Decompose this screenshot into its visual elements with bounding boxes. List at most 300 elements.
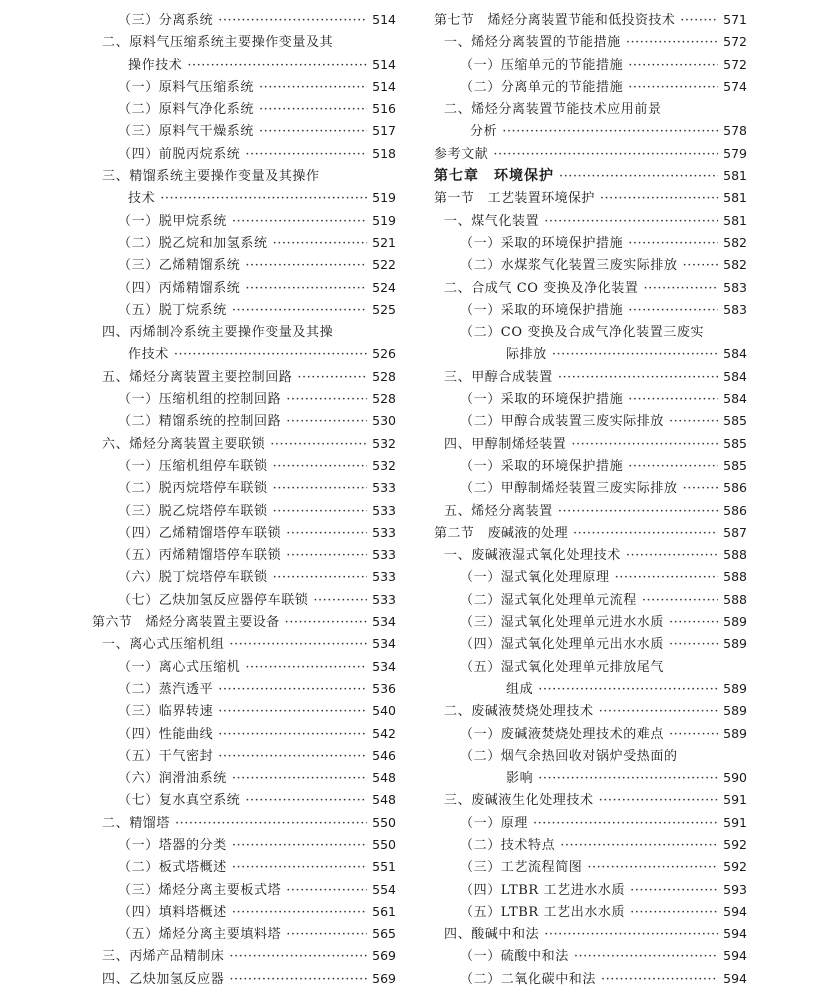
toc-entry	[92, 119, 396, 141]
toc-page-number: 565	[372, 926, 396, 942]
toc-entry	[434, 209, 747, 231]
toc-leader-dots	[626, 35, 718, 50]
toc-entry-title: 一、离心式压缩机组	[102, 637, 225, 653]
toc-entry-title: （七）复水真空系统	[118, 793, 241, 809]
toc-page-number: 592	[723, 836, 747, 852]
toc-page-number: 581	[723, 190, 747, 206]
toc-page-number: 550	[372, 814, 396, 830]
toc-entry	[92, 387, 396, 409]
toc-page-number: 594	[723, 970, 747, 986]
toc-leader-dots	[642, 593, 718, 608]
toc-page-number: 594	[723, 926, 747, 942]
toc-entry-title: 际排放	[506, 347, 547, 363]
toc-entry-title: （四）性能曲线	[118, 726, 214, 742]
toc-entry	[434, 699, 747, 721]
toc-entry	[434, 833, 747, 855]
toc-entry	[92, 811, 396, 833]
toc-entry-title: （六）脱丁烷塔停车联锁	[118, 570, 268, 586]
toc-entry	[434, 476, 747, 498]
toc-page-number: 593	[723, 881, 747, 897]
toc-entry-title: （一）硫酸中和法	[460, 949, 569, 965]
toc-leader-dots	[552, 347, 718, 362]
toc-leader-dots	[218, 727, 367, 742]
toc-entry	[434, 53, 747, 75]
toc-page-number: 534	[372, 614, 396, 630]
toc-entry	[434, 8, 747, 30]
toc-entry	[434, 454, 747, 476]
toc-leader-dots	[600, 191, 718, 206]
toc-page-number: 530	[372, 413, 396, 429]
toc-leader-dots	[573, 526, 718, 541]
toc-entry	[92, 521, 396, 543]
toc-leader-dots	[297, 370, 367, 385]
toc-entry-title: （二）湿式氧化处理单元流程	[460, 592, 637, 608]
toc-entry	[434, 97, 747, 119]
toc-entry-title: 影响	[506, 771, 534, 787]
toc-leader-dots	[683, 258, 719, 273]
toc-leader-dots	[218, 749, 367, 764]
toc-entry-title: 第七节 烯烃分离装置节能和低投资技术	[434, 13, 676, 28]
toc-entry-title: （二）甲醇制烯烃装置三废实际排放	[460, 481, 678, 497]
toc-entry-title: （五）脱丁烷系统	[118, 302, 227, 318]
toc-entry	[434, 142, 747, 164]
toc-leader-dots	[615, 570, 719, 585]
toc-entry-title: （二）分离单元的节能措施	[460, 79, 624, 95]
toc-entry-title: （一）原料气压缩系统	[118, 79, 255, 95]
toc-leader-dots	[669, 637, 718, 652]
toc-entry	[92, 944, 396, 966]
toc-entry	[434, 253, 747, 275]
toc-page-number: 533	[372, 502, 396, 518]
toc-page-number: 526	[372, 346, 396, 362]
toc-page-number: 587	[723, 524, 747, 540]
toc-page-number: 582	[723, 234, 747, 250]
toc-leader-dots	[538, 682, 718, 697]
toc-page-number: 584	[723, 368, 747, 384]
toc-entry-title: 四、丙烯制冷系统主要操作变量及其操	[102, 325, 334, 341]
toc-page-number: 532	[372, 435, 396, 451]
toc-entry	[434, 610, 747, 632]
toc-page-number: 589	[723, 614, 747, 630]
toc-leader-dots	[626, 548, 718, 563]
toc-page-number: 588	[723, 591, 747, 607]
toc-entry-title: （一）采取的环境保护措施	[460, 392, 624, 408]
toc-page-number: 589	[723, 725, 747, 741]
toc-leader-dots	[187, 58, 367, 73]
toc-entry	[92, 543, 396, 565]
toc-entry-title: 第六节 烯烃分离装置主要设备	[92, 615, 280, 631]
toc-entry	[92, 722, 396, 744]
toc-page-number: 591	[723, 792, 747, 808]
toc-page-number: 581	[723, 212, 747, 228]
toc-entry-title: 第二节 废碱液的处理	[434, 525, 569, 541]
toc-page-number: 569	[372, 970, 396, 986]
toc-page-number: 586	[723, 480, 747, 496]
toc-entry-title: （三）湿式氧化处理单元进水水质	[460, 615, 665, 631]
toc-page-number: 583	[723, 279, 747, 295]
toc-leader-dots	[232, 905, 367, 920]
toc-entry	[434, 30, 747, 52]
toc-page-number: 534	[372, 636, 396, 652]
toc-page-number: 533	[372, 480, 396, 496]
toc-entry-title: （二）二氧化碳中和法	[460, 971, 597, 987]
toc-page-number: 533	[372, 524, 396, 540]
toc-entry-title: 分析	[470, 124, 498, 140]
toc-leader-dots	[558, 504, 718, 519]
toc-leader-dots	[232, 303, 367, 318]
toc-page-number: 584	[723, 391, 747, 407]
toc-page-number: 514	[372, 12, 396, 27]
toc-entry-title: （一）压缩单元的节能措施	[460, 57, 624, 73]
toc-page-number: 533	[372, 591, 396, 607]
toc-entry-title: （一）压缩机组的控制回路	[118, 392, 282, 408]
toc-entry	[434, 499, 747, 521]
toc-page-number: 517	[372, 123, 396, 139]
toc-leader-dots	[245, 147, 367, 162]
toc-entry-title: （一）采取的环境保护措施	[460, 302, 624, 318]
toc-leader-dots	[259, 102, 367, 117]
toc-leader-dots	[628, 392, 718, 407]
toc-page-number: 516	[372, 101, 396, 117]
toc-page-number: 584	[723, 346, 747, 362]
toc-entry-title: 二、精馏塔	[102, 815, 171, 831]
toc-page-number: 519	[372, 190, 396, 206]
toc-leader-dots	[574, 949, 718, 964]
toc-leader-dots	[286, 526, 367, 541]
toc-entry	[92, 342, 396, 364]
toc-page-number: 532	[372, 457, 396, 473]
toc-leader-dots	[175, 816, 367, 831]
toc-leader-dots	[232, 214, 367, 229]
toc-page-number: 572	[723, 34, 747, 50]
toc-page-number: 514	[372, 56, 396, 72]
toc-entry-title: （二）板式塔概述	[118, 860, 227, 876]
toc-entry	[92, 186, 396, 208]
toc-entry	[434, 75, 747, 97]
toc-entry-title: （二）蒸汽透平	[118, 681, 214, 697]
toc-entry-title: 参考文献	[434, 146, 489, 162]
toc-page-number: 521	[372, 234, 396, 250]
toc-entry	[92, 744, 396, 766]
toc-entry-title: （一）采取的环境保护措施	[460, 458, 624, 474]
toc-page-number: 586	[723, 502, 747, 518]
toc-entry-title: （三）原料气干燥系统	[118, 124, 255, 140]
toc-entry	[434, 788, 747, 810]
toc-page-number: 571	[723, 12, 747, 27]
toc-entry-title: （五）LTBR 工艺出水水质	[460, 904, 626, 920]
toc-entry-title: 第一节 工艺装置环境保护	[434, 191, 595, 207]
toc-entry	[434, 900, 747, 922]
toc-entry-title: （二）脱乙烷和加氢系统	[118, 235, 268, 251]
toc-entry	[92, 298, 396, 320]
toc-page-number: 574	[723, 78, 747, 94]
toc-leader-dots	[544, 214, 718, 229]
toc-leader-dots	[273, 570, 368, 585]
toc-entry	[434, 231, 747, 253]
toc-page-number: 578	[723, 123, 747, 139]
toc-leader-dots	[229, 637, 367, 652]
toc-page-number: 589	[723, 680, 747, 696]
toc-entry-title: （三）乙烯精馏系统	[118, 258, 241, 274]
toc-entry	[434, 766, 747, 788]
toc-page-number: 542	[372, 725, 396, 741]
toc-entry	[92, 476, 396, 498]
toc-page-number: 594	[723, 903, 747, 919]
toc-entry-title: （三）工艺流程简图	[460, 860, 583, 876]
toc-entry-title: （五）丙烯精馏塔停车联锁	[118, 548, 282, 564]
toc-entry-title: 一、煤气化装置	[444, 213, 540, 229]
toc-page-number: 533	[372, 547, 396, 563]
toc-entry	[434, 342, 747, 364]
toc-leader-dots	[599, 704, 719, 719]
toc-entry-title: 组成	[506, 681, 534, 697]
toc-page-number: 569	[372, 948, 396, 964]
toc-leader-dots	[571, 437, 718, 452]
toc-leader-dots	[245, 258, 367, 273]
toc-entry	[92, 164, 396, 186]
toc-entry-title: （二）烟气余热回收对锅炉受热面的	[460, 748, 678, 764]
toc-entry	[434, 164, 747, 186]
toc-leader-dots	[285, 615, 368, 630]
toc-page-number: 588	[723, 547, 747, 563]
toc-entry-title: 作技术	[128, 347, 169, 363]
toc-leader-dots	[493, 147, 718, 162]
toc-leader-dots	[218, 13, 367, 28]
toc-page-number: 594	[723, 948, 747, 964]
toc-leader-dots	[273, 504, 368, 519]
toc-leader-dots	[273, 459, 368, 474]
toc-leader-dots	[232, 771, 367, 786]
toc-leader-dots	[628, 80, 718, 95]
toc-entry	[434, 298, 747, 320]
toc-entry	[92, 8, 396, 30]
toc-leader-dots	[587, 860, 718, 875]
toc-entry-title: 三、废碱液生化处理技术	[444, 793, 594, 809]
toc-leader-dots	[669, 414, 718, 429]
toc-leader-dots	[313, 593, 367, 608]
toc-entry	[92, 699, 396, 721]
toc-page-number: 561	[372, 903, 396, 919]
toc-entry	[434, 588, 747, 610]
toc-entry	[434, 944, 747, 966]
toc-entry-title: 二、烯烃分离装置节能技术应用前景	[444, 102, 662, 118]
toc-page-number: 546	[372, 747, 396, 763]
toc-entry-title: （一）采取的环境保护措施	[460, 235, 624, 251]
toc-entry-title: 五、烯烃分离装置	[444, 503, 553, 519]
toc-page-number: 548	[372, 792, 396, 808]
toc-entry	[92, 75, 396, 97]
toc-page-number: 591	[723, 814, 747, 830]
toc-entry-title: 二、原料气压缩系统主要操作变量及其	[102, 35, 334, 51]
toc-entry	[434, 855, 747, 877]
toc-page-number: 581	[723, 168, 747, 184]
toc-leader-dots	[273, 236, 368, 251]
toc-entry	[434, 878, 747, 900]
toc-entry	[434, 922, 747, 944]
toc-page-number: 554	[372, 881, 396, 897]
toc-page-number: 572	[723, 56, 747, 72]
toc-page-number: 514	[372, 78, 396, 94]
toc-page-number: 518	[372, 145, 396, 161]
toc-entry-title: （五）烯烃分离主要填料塔	[118, 927, 282, 943]
toc-entry-title: （七）乙炔加氢反应器停车联锁	[118, 592, 309, 608]
toc-entry	[92, 588, 396, 610]
toc-entry	[434, 432, 747, 454]
toc-leader-dots	[174, 347, 367, 362]
toc-leader-dots	[245, 793, 367, 808]
toc-entry	[92, 30, 396, 52]
toc-entry	[92, 878, 396, 900]
toc-entry-title: （二）甲醇合成装置三废实际排放	[460, 414, 665, 430]
toc-entry	[434, 744, 747, 766]
toc-entry-title: （一）离心式压缩机	[118, 659, 241, 675]
toc-entry-title: （二）原料气净化系统	[118, 102, 255, 118]
toc-entry-title: 一、烯烃分离装置的节能措施	[444, 35, 621, 51]
toc-entry	[92, 142, 396, 164]
toc-entry-title: （四）填料塔概述	[118, 904, 227, 920]
toc-entry	[92, 967, 396, 989]
toc-page-number: 550	[372, 836, 396, 852]
toc-entry	[92, 833, 396, 855]
toc-entry	[92, 454, 396, 476]
toc-entry	[92, 276, 396, 298]
toc-entry-title: （五）湿式氧化处理单元排放尾气	[460, 659, 665, 675]
toc-entry	[434, 677, 747, 699]
toc-page-number: 528	[372, 368, 396, 384]
toc-entry	[434, 119, 747, 141]
toc-leader-dots	[286, 392, 367, 407]
toc-page-number: 579	[723, 145, 747, 161]
toc-entry	[92, 97, 396, 119]
toc-entry	[434, 565, 747, 587]
toc-entry-title: （二）技术特点	[460, 837, 556, 853]
toc-entry	[92, 209, 396, 231]
toc-page-number: 540	[372, 703, 396, 719]
toc-entry-title: （二）CO 变换及合成气净化装置三废实	[460, 325, 705, 341]
toc-entry	[92, 432, 396, 454]
toc-entry-title: 二、废碱液焚烧处理技术	[444, 704, 594, 720]
toc-leader-dots	[680, 13, 718, 28]
toc-entry	[92, 788, 396, 810]
toc-entry-title: 一、废碱液湿式氧化处理技术	[444, 548, 621, 564]
toc-entry-title: （一）湿式氧化处理原理	[460, 570, 610, 586]
toc-entry	[92, 677, 396, 699]
toc-leader-dots	[232, 838, 367, 853]
toc-page-number: 585	[723, 457, 747, 473]
toc-entry	[434, 409, 747, 431]
toc-entry	[434, 632, 747, 654]
toc-leader-dots	[643, 281, 718, 296]
toc-leader-dots	[533, 816, 718, 831]
toc-entry	[92, 632, 396, 654]
toc-leader-dots	[630, 905, 718, 920]
toc-page-number: 583	[723, 301, 747, 317]
toc-entry-title: 五、烯烃分离装置主要控制回路	[102, 369, 293, 385]
toc-entry-title: （三）烯烃分离主要板式塔	[118, 882, 282, 898]
toc-entry	[92, 855, 396, 877]
toc-leader-dots	[286, 927, 367, 942]
toc-entry-title: 技术	[128, 191, 156, 207]
toc-entry-title: （四）乙烯精馏塔停车联锁	[118, 525, 282, 541]
toc-entry	[92, 922, 396, 944]
toc-entry	[92, 231, 396, 253]
toc-leader-dots	[669, 727, 718, 742]
toc-page-number: 551	[372, 859, 396, 875]
toc-entry	[92, 565, 396, 587]
toc-entry	[92, 655, 396, 677]
toc-left-column	[92, 8, 396, 989]
toc-leader-dots	[599, 793, 719, 808]
toc-leader-dots	[218, 682, 367, 697]
toc-page-number: 533	[372, 569, 396, 585]
toc-entry-title: 操作技术	[128, 57, 183, 73]
toc-entry-title: （四）湿式氧化处理单元出水水质	[460, 637, 665, 653]
toc-page-number: 536	[372, 680, 396, 696]
toc-page-number: 589	[723, 636, 747, 652]
toc-entry	[92, 499, 396, 521]
toc-leader-dots	[286, 548, 367, 563]
toc-page-number: 534	[372, 658, 396, 674]
toc-leader-dots	[218, 704, 367, 719]
toc-entry-title: 四、甲醇制烯烃装置	[444, 436, 567, 452]
toc-entry-title: 三、精馏系统主要操作变量及其操作	[102, 169, 320, 185]
toc-entry	[434, 967, 747, 989]
toc-entry-title: 四、酸碱中和法	[444, 927, 540, 943]
toc-entry-title: 六、烯烃分离装置主要联锁	[102, 436, 266, 452]
toc-entry	[434, 543, 747, 565]
toc-page-number: 548	[372, 770, 396, 786]
toc-leader-dots	[259, 80, 367, 95]
toc-right-column	[434, 8, 747, 989]
toc-page-number: 528	[372, 391, 396, 407]
toc-entry	[434, 811, 747, 833]
toc-entry-title: （三）脱乙烷塔停车联锁	[118, 503, 268, 519]
toc-entry	[92, 610, 396, 632]
toc-leader-dots	[259, 124, 367, 139]
toc-entry-title: （四）前脱丙烷系统	[118, 146, 241, 162]
toc-entry-title: 三、丙烯产品精制床	[102, 949, 225, 965]
toc-entry-title: 三、甲醇合成装置	[444, 369, 553, 385]
toc-entry-title: （四）丙烯精馏系统	[118, 280, 241, 296]
toc-page-number: 519	[372, 212, 396, 228]
toc-leader-dots	[560, 838, 718, 853]
toc-entry-title: （二）精馏系统的控制回路	[118, 414, 282, 430]
toc-leader-dots	[245, 281, 367, 296]
toc-leader-dots	[273, 481, 368, 496]
toc-entry-title: （六）润滑油系统	[118, 771, 227, 787]
toc-page-number: 524	[372, 279, 396, 295]
toc-page-number: 525	[372, 301, 396, 317]
toc-leader-dots	[683, 481, 719, 496]
toc-entry	[434, 655, 747, 677]
toc-entry	[434, 521, 747, 543]
toc-entry-title: 第七章 环境保护	[434, 168, 554, 185]
toc-entry-title: （三）分离系统	[118, 13, 214, 28]
toc-leader-dots	[232, 860, 367, 875]
toc-page-number: 585	[723, 435, 747, 451]
toc-page-number: 590	[723, 770, 747, 786]
toc-leader-dots	[245, 660, 367, 675]
toc-entry-title: （四）LTBR 工艺进水水质	[460, 882, 626, 898]
toc-leader-dots	[544, 927, 718, 942]
toc-entry-title: （一）压缩机组停车联锁	[118, 458, 268, 474]
toc-entry	[434, 186, 747, 208]
toc-entry	[434, 722, 747, 744]
toc-leader-dots	[558, 370, 718, 385]
toc-page-number: 588	[723, 569, 747, 585]
toc-page-number: 592	[723, 859, 747, 875]
toc-page-number: 585	[723, 413, 747, 429]
